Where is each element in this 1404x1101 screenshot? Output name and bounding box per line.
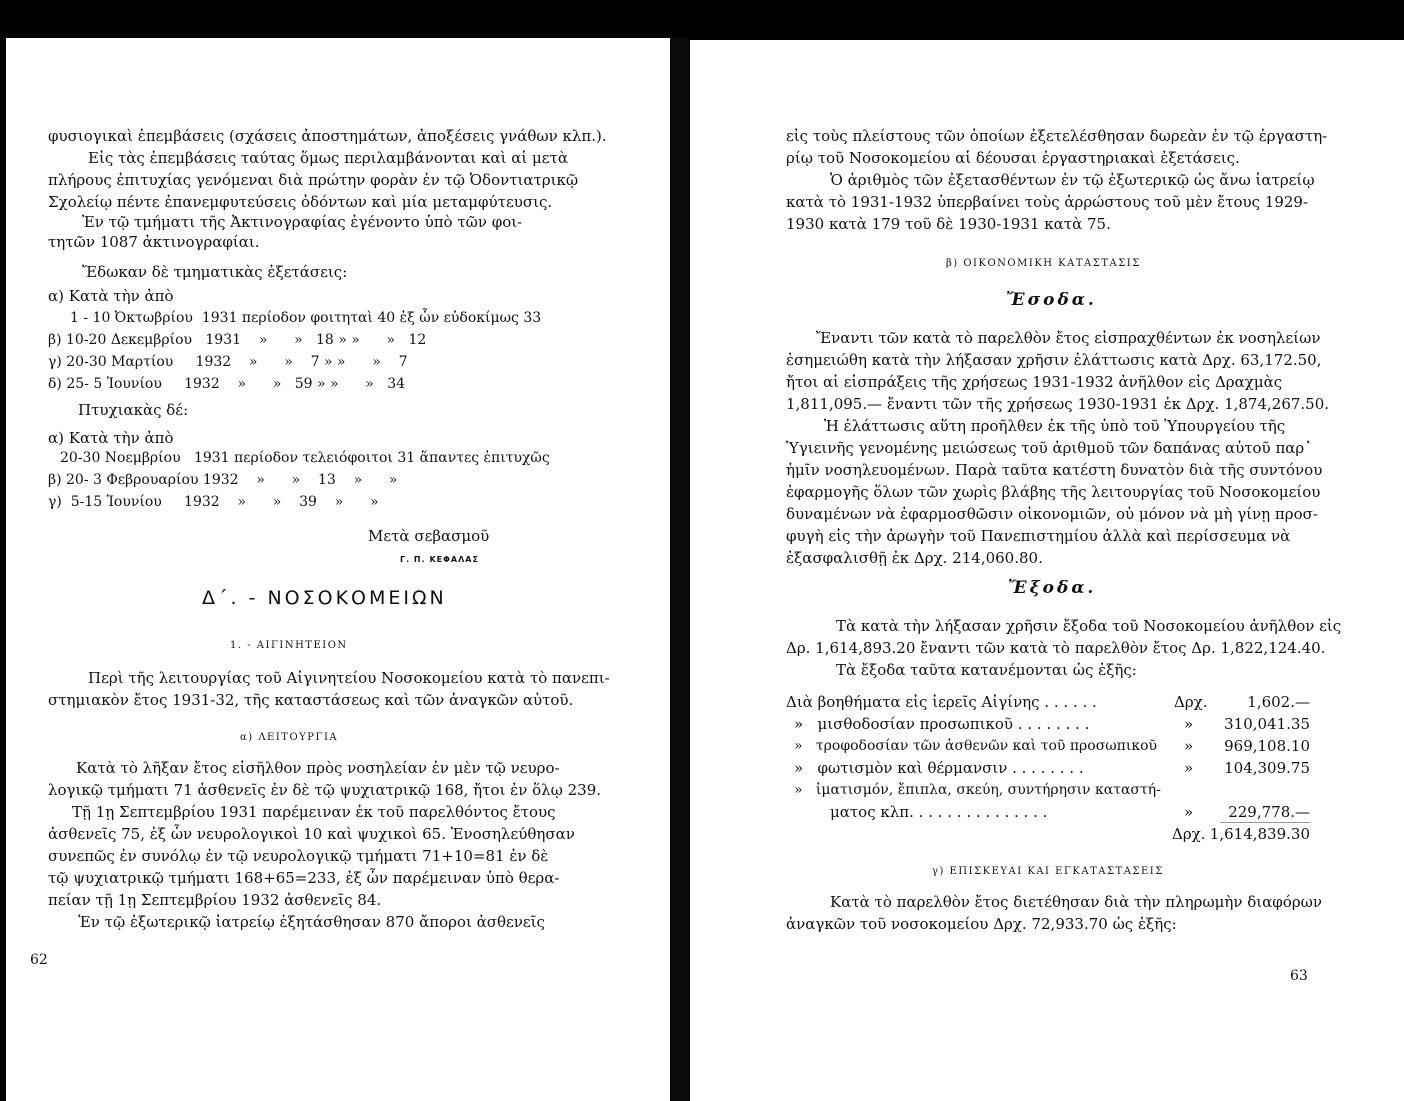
closing: Μετὰ σεβασμοῦ bbox=[368, 527, 490, 545]
left-page bbox=[6, 38, 670, 1101]
expense-amount: 229,778.— bbox=[1228, 803, 1310, 821]
total-currency: Δρχ. bbox=[1172, 825, 1206, 843]
text-line: ἐσημειώθη κατὰ τὴν λήξασαν χρῆσιν ἐλάττωσις κατὰ Δρχ. 63,172.50, bbox=[786, 351, 1322, 369]
text-line: ἡμῖν νοσηλευομένων. Παρὰ ταῦτα κατέστη δυνατὸν διὰ τῆς συντόνου bbox=[786, 461, 1323, 479]
text-line: εἰς τοὺς πλείστους τῶν ὁποίων ἐξετελέσθησαν δωρεὰν ἐν τῷ ἐργαστη- bbox=[786, 127, 1328, 145]
text-line: Τῇ 1ῃ Σεπτεμβρίου 1931 παρέμειναν ἐκ τοῦ παρελθόντος ἔτους bbox=[72, 803, 556, 821]
text-line: 1,811,095.— ἔναντι τῶν τῆς χρήσεως 1930-1931 ἐκ Δρχ. 1,874,267.50. bbox=[786, 395, 1330, 413]
text-line: Ἐν τῷ τμήματι τῆς Ἀκτινογραφίας ἐγένοντο ὑπὸ τῶν φοι- bbox=[82, 213, 523, 231]
text-line: τῷ ψυχιατρικῷ τμήματι 168+65=233, ἐξ ὧν παρέμειναν ὑπὸ θερα- bbox=[48, 869, 560, 887]
text-line: Ὑγιεινῆς γενομένης μειώσεως τοῦ ἀριθμοῦ τῶν δαπάνας αὐτοῦ παρ᾽ bbox=[786, 439, 1312, 457]
text-line: Πτυχιακὰς δέ: bbox=[78, 401, 189, 419]
text-line: Δρ. 1,614,893.20 ἔναντι τῶν κατὰ τὸ παρελθὸν ἔτος Δρ. 1,822,124.40. bbox=[786, 639, 1326, 657]
text-line: Ἔναντι τῶν κατὰ τὸ παρελθὸν ἔτος εἰσπραχθέντων ἐκ νοσηλείων bbox=[816, 329, 1321, 347]
text-line: Τὰ ἔξοδα ταῦτα κατανέμονται ὡς ἑξῆς: bbox=[836, 661, 1137, 679]
text-line: φυσιογικαὶ ἐπεμβάσεις (σχάσεις ἀποστημάτων, ἀποξέσεις γνάθων κλπ.). bbox=[48, 127, 607, 145]
expense-currency: » bbox=[1184, 803, 1194, 821]
text-line: ἀσθενεῖς 75, ἐξ ὧν νευρολογικοὶ 10 καὶ ψυχικοὶ 65. Ἐνοσηλεύθησαν bbox=[48, 825, 575, 843]
text-line: Περὶ τῆς λειτουργίας τοῦ Αἰγινητείου Νοσοκομείου κατὰ τὸ πανεπι- bbox=[88, 669, 610, 687]
exam-row: β) 10-20 Δεκεμβρίου 1931 » » 18 » » » 12 bbox=[48, 332, 427, 348]
text-line: λογικῷ τμήματι 71 ἀσθενεῖς ἐν δὲ τῷ ψυχιατρικῷ 168, ἤτοι ἐν ὅλῳ 239. bbox=[48, 781, 602, 799]
exam-row: δ) 25- 5 Ἰουνίου 1932 » » 59 » » » 34 bbox=[48, 376, 406, 392]
text-line: 1930 κατὰ 179 τοῦ δὲ 1930-1931 κατὰ 75. bbox=[786, 215, 1111, 233]
expense-amount: 969,108.10 bbox=[1224, 737, 1310, 755]
section-title: Δ΄. - ΝΟΣΟΚΟΜΕΙΩΝ bbox=[202, 587, 447, 609]
text-line: Ἔδωκαν δὲ τμηματικὰς ἐξετάσεις: bbox=[82, 263, 348, 281]
exoda-title: Ἔξοδα. bbox=[1008, 578, 1097, 598]
text-line: ἐφαρμογῆς ὅλων τῶν χωρὶς βλάβης τῆς λειτουργίας τοῦ Νοσοκομείου bbox=[786, 483, 1321, 501]
expense-label: » ἱματισμόν, ἔπιπλα, σκεύη, συντήρησιν καταστή- bbox=[794, 782, 1161, 798]
exam-row: γ) 20-30 Μαρτίου 1932 » » 7 » » » 7 bbox=[48, 354, 408, 370]
text-line: φυγὴ εἰς τὴν ἀρωγὴν τοῦ Πανεπιστημίου ἀλλὰ καὶ περίσσευμα νὰ bbox=[786, 527, 1291, 545]
text-line: ρίῳ τοῦ Νοσοκομείου αἱ δέουσαι ἐργαστηριακαὶ ἐξετάσεις. bbox=[786, 149, 1240, 167]
text-line: τητῶν 1087 ἀκτινογραφίαι. bbox=[48, 233, 260, 251]
page-number: 62 bbox=[30, 952, 48, 968]
expense-currency: » bbox=[1184, 759, 1194, 777]
text-line: κατὰ τὸ 1931-1932 ὑπερβαίνει τοὺς ἀρρώστους τοῦ μὲν ἔτους 1929- bbox=[786, 193, 1309, 211]
subsection-title: 1. - ΑΙΓΙΝΗΤΕΙΟΝ bbox=[230, 640, 348, 651]
expense-currency: » bbox=[1184, 715, 1194, 733]
expense-currency: Δρχ. bbox=[1174, 693, 1208, 711]
sum-rule bbox=[1220, 822, 1310, 823]
expense-label: » μισθοδοσίαν προσωπικοῦ . . . . . . . . bbox=[794, 715, 1090, 733]
text-line: α) Κατὰ τὴν ἀπὸ bbox=[48, 287, 174, 305]
subheading: γ) ΕΠΙΣΚΕΥΑΙ ΚΑΙ ΕΓΚΑΤΑΣΤΑΣΕΙΣ bbox=[932, 866, 1164, 877]
right-page bbox=[690, 40, 1404, 1101]
expense-label: ματος κλπ. . . . . . . . . . . . . . . bbox=[830, 803, 1048, 821]
esoda-title: Ἔσοδα. bbox=[1006, 290, 1097, 310]
subheading: β) ΟΙΚΟΝΟΜΙΚΗ ΚΑΤΑΣΤΑΣΙΣ bbox=[946, 258, 1141, 269]
book-gutter bbox=[670, 38, 690, 1101]
text-line: Ὁ ἀριθμὸς τῶν ἐξετασθέντων ἐν τῷ ἐξωτερικῷ ὡς ἄνω ἰατρείῳ bbox=[830, 171, 1315, 189]
text-line: συνεπῶς ἐν συνόλῳ ἐν τῷ νευρολογικῷ τμήματι 71+10=81 ἐν δὲ bbox=[48, 847, 549, 865]
text-line: Εἰς τὰς ἐπεμβάσεις ταύτας ὅμως περιλαμβάνονται καὶ αἱ μετὰ bbox=[88, 149, 568, 167]
exam-row: γ) 5-15 Ἰουνίου 1932 » » 39 » » bbox=[48, 494, 379, 510]
expense-currency: » bbox=[1184, 737, 1194, 755]
expense-label: » τροφοδοσίαν τῶν ἀσθενῶν καὶ τοῦ προσωπικοῦ bbox=[794, 738, 1158, 754]
expense-amount: 310,041.35 bbox=[1224, 715, 1310, 733]
expense-amount: 1,602.— bbox=[1247, 693, 1310, 711]
total-amount: 1,614,839.30 bbox=[1209, 825, 1310, 843]
text-line: Κατὰ τὸ παρελθὸν ἔτος διετέθησαν διὰ τὴν πληρωμὴν διαφόρων bbox=[830, 893, 1322, 911]
expense-label: Διὰ βοηθήματα εἰς ἱερεῖς Αἰγίνης . . . . . . bbox=[786, 693, 1097, 711]
text-line: ἤτοι αἱ εἰσπράξεις τῆς χρήσεως 1931-1932 ἀνῆλθον εἰς Δραχμὰς bbox=[786, 373, 1283, 391]
expense-label: » φωτισμὸν καὶ θέρμανσιν . . . . . . . . bbox=[794, 759, 1084, 777]
expense-amount: 104,309.75 bbox=[1224, 759, 1310, 777]
text-line: πλήρους ἐπιτυχίας γενόμεναι διὰ πρώτην φορὰν ἐν τῷ Ὀδοντιατρικῷ bbox=[48, 171, 579, 189]
exam-row: 20-30 Νοεμβρίου 1931 περίοδον τελειόφοιτοι 31 ἅπαντες ἐπιτυχῶς bbox=[60, 450, 550, 466]
text-line: στημιακὸν ἔτος 1931-32, τῆς καταστάσεως καὶ τῶν ἀναγκῶν αὐτοῦ. bbox=[48, 691, 574, 709]
text-line: Ἡ ἐλάττωσις αὕτη προῆλθεν ἐκ τῆς ὑπὸ τοῦ Ὑπουργείου τῆς bbox=[824, 417, 1286, 435]
subheading: α) ΛΕΙΤΟΥΡΓΙΑ bbox=[240, 732, 339, 743]
text-line: α) Κατὰ τὴν ἀπὸ bbox=[48, 429, 174, 447]
text-line: ἀναγκῶν τοῦ νοσοκομείου Δρχ. 72,933.70 ὡς ἑξῆς: bbox=[786, 915, 1177, 933]
text-line: δυναμένων νὰ ἐφαρμοσθῶσιν οἰκονομιῶν, οὐ μόνον νὰ μὴ γίνῃ προσ- bbox=[786, 505, 1318, 523]
exam-row: 1 - 10 Ὀκτωβρίου 1931 περίοδον φοιτηταὶ 40 ἐξ ὧν εὐδοκίμως 33 bbox=[70, 310, 542, 326]
signature: Γ. Π. ΚΕΦΑΛΑΣ bbox=[400, 555, 479, 564]
text-line: ἐξασφαλισθῇ ἐκ Δρχ. 214,060.80. bbox=[786, 549, 1043, 567]
text-line: Ἐν τῷ ἐξωτερικῷ ἰατρείῳ ἐξητάσθησαν 870 ἄποροι ἀσθενεῖς bbox=[78, 913, 545, 931]
exam-row: β) 20- 3 Φεβρουαρίου 1932 » » 13 » » bbox=[48, 472, 398, 488]
text-line: Σχολείῳ πέντε ἐπανεμφυτεύσεις ὀδόντων καὶ μία μεταμφύτευσις. bbox=[48, 193, 553, 211]
text-line: Τὰ κατὰ τὴν λήξασαν χρῆσιν ἔξοδα τοῦ Νοσοκομείου ἀνῆλθον εἰς bbox=[836, 617, 1342, 635]
page-number: 63 bbox=[1290, 968, 1308, 984]
text-line: πείαν τῇ 1ῃ Σεπτεμβρίου 1932 ἀσθενεῖς 84. bbox=[48, 891, 382, 909]
text-line: Κατὰ τὸ λῆξαν ἔτος εἰσῆλθον πρὸς νοσηλείαν ἐν μὲν τῷ νευρο- bbox=[76, 759, 560, 777]
